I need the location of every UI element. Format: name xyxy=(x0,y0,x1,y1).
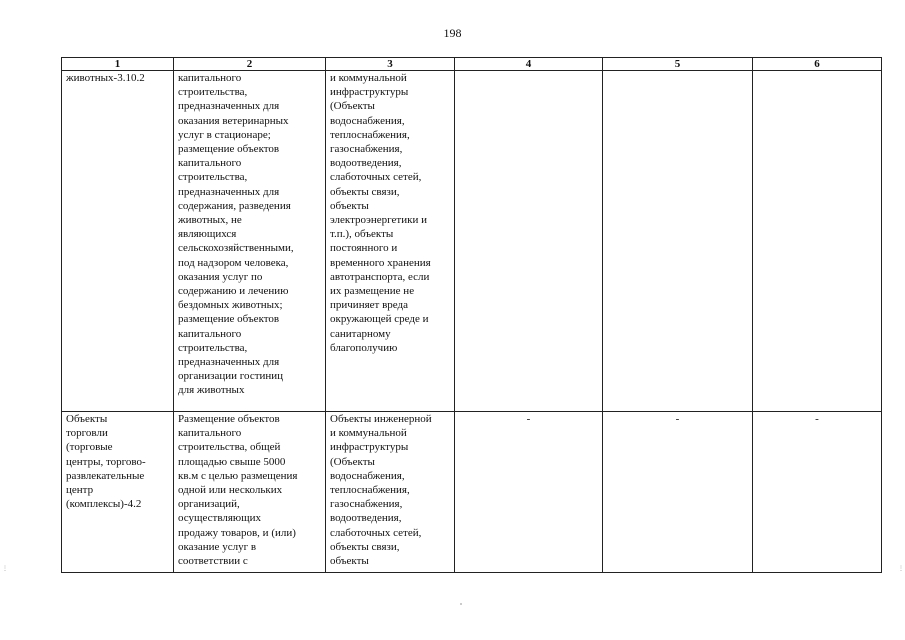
cell-text-line: бездомных животных; xyxy=(178,299,283,312)
header-col-2: 2 xyxy=(174,58,326,71)
cell-use-type xyxy=(62,412,174,573)
cell-col-6: - xyxy=(753,412,882,573)
table-header-row xyxy=(62,58,882,71)
header-col-5: 5 xyxy=(603,58,753,71)
cell-col-4: - xyxy=(455,412,603,573)
scan-dot xyxy=(460,603,462,605)
cell-text-line: теплоснабжения, xyxy=(330,128,410,141)
cell-text-line: кв.м с целью размещения xyxy=(178,469,298,482)
page-number: 198 xyxy=(443,26,462,40)
cell-text-line: центр xyxy=(66,484,94,497)
cell-text-line: развлекательные xyxy=(66,469,145,482)
cell-text-line: являющихся xyxy=(178,228,237,241)
cell-text-line: водоснабжения, xyxy=(330,114,405,127)
cell-text-line: содержания, разведения xyxy=(178,199,291,212)
cell-text-line: водоотведения, xyxy=(330,157,402,170)
cell-col-6 xyxy=(753,71,882,412)
cell-text-line: инфраструктуры xyxy=(330,441,409,454)
cell-text-line: слаботочных сетей, xyxy=(330,171,422,184)
header-col-3: 3 xyxy=(326,58,455,71)
cell-text-line: животных-3.10.2 xyxy=(66,72,145,84)
cell-col-5 xyxy=(603,71,753,412)
cell-auxiliary-use xyxy=(326,412,455,573)
cell-text-line: торговли xyxy=(66,427,108,440)
cell-text-line: (Объекты xyxy=(330,100,375,113)
cell-text-line: предназначенных для xyxy=(178,100,280,113)
cell-text-line: строительства, общей xyxy=(178,441,281,454)
cell-text-line: (торговые xyxy=(66,441,113,454)
cell-text-line: площадью свыше 5000 xyxy=(178,455,286,468)
cell-text-line: осуществляющих xyxy=(178,512,261,525)
cell-text-line: строительства, xyxy=(178,86,248,99)
cell-description xyxy=(174,412,326,573)
cell-text-line: сельскохозяйственными, xyxy=(178,242,294,255)
cell-text-line: оказания услуг по xyxy=(178,270,263,283)
table-row xyxy=(62,412,882,573)
cell-use-type xyxy=(62,71,174,412)
cell-text-line: объекты xyxy=(330,199,369,212)
cell-auxiliary-use xyxy=(326,71,455,412)
cell-text-line: санитарному xyxy=(330,327,391,340)
scan-edge-mark-left: ⋮ xyxy=(2,566,8,572)
cell-text-line: объекты xyxy=(330,555,369,568)
cell-text-line: (комплексы)-4.2 xyxy=(66,498,142,511)
cell-text-line: объекты связи, xyxy=(330,185,400,198)
cell-text-line: продажу товаров, и (или) xyxy=(178,526,296,539)
cell-text-line: организаций, xyxy=(178,498,240,511)
cell-text-line: Объекты инженерной xyxy=(330,413,432,425)
cell-text-line: одной или нескольких xyxy=(178,484,283,497)
cell-text-line: их размещение не xyxy=(330,285,415,298)
cell-text-line: оказание услуг в xyxy=(178,540,257,553)
cell-text-line: газоснабжения, xyxy=(330,143,403,156)
cell-text-line: инфраструктуры xyxy=(330,86,409,99)
cell-text-line: капитального xyxy=(178,427,242,440)
cell-text-line: (Объекты xyxy=(330,455,375,468)
cell-text-line: соответствии с xyxy=(178,555,248,568)
cell-text-line: строительства, xyxy=(178,341,248,354)
cell-text-line: теплоснабжения, xyxy=(330,484,410,497)
cell-text-line: услуг в стационаре; xyxy=(178,128,271,141)
cell-text-line: причиняет вреда xyxy=(330,299,408,312)
scan-edge-mark-right: ⋮ xyxy=(898,566,904,572)
cell-col-5: - xyxy=(603,412,753,573)
cell-text-line: газоснабжения, xyxy=(330,498,403,511)
header-col-4: 4 xyxy=(455,58,603,71)
cell-text-line: окружающей среде и xyxy=(330,313,429,326)
cell-text-line: размещение объектов xyxy=(178,143,280,156)
cell-text-line: водоснабжения, xyxy=(330,469,405,482)
cell-text-line: и коммунальной xyxy=(330,427,407,440)
cell-text-line: электроэнергетики и xyxy=(330,214,427,227)
cell-text-line: центры, торгово- xyxy=(66,455,146,468)
cell-text-line: строительства, xyxy=(178,171,248,184)
cell-text-line: временного хранения xyxy=(330,256,431,269)
cell-text-line: предназначенных для xyxy=(178,185,280,198)
cell-text-line: т.п.), объекты xyxy=(330,228,394,241)
cell-text-line: животных, не xyxy=(178,214,242,227)
cell-text-line: для животных xyxy=(178,384,245,397)
cell-text-line: под надзором человека, xyxy=(178,256,289,269)
cell-text-line: и коммунальной xyxy=(330,72,407,84)
cell-col-4 xyxy=(455,71,603,412)
cell-text-line: слаботочных сетей, xyxy=(330,526,422,539)
regulations-table xyxy=(61,57,882,573)
cell-text-line: содержанию и лечению xyxy=(178,285,289,298)
cell-text-line: Размещение объектов xyxy=(178,413,280,425)
cell-text-line: благополучию xyxy=(330,341,398,354)
cell-text-line: капитального xyxy=(178,72,242,84)
cell-text-line: предназначенных для xyxy=(178,356,280,369)
cell-text-line: размещение объектов xyxy=(178,313,280,326)
cell-text-line: капитального xyxy=(178,327,242,340)
cell-text-line: организации гостиниц xyxy=(178,370,284,383)
cell-description xyxy=(174,71,326,412)
cell-text-line: автотранспорта, если xyxy=(330,270,430,283)
table-row xyxy=(62,71,882,412)
cell-text-line: водоотведения, xyxy=(330,512,402,525)
cell-text-line: объекты связи, xyxy=(330,540,400,553)
header-col-1: 1 xyxy=(62,58,174,71)
cell-text-line: постоянного и xyxy=(330,242,398,255)
cell-text-line: Объекты xyxy=(66,413,108,425)
cell-text-line: капитального xyxy=(178,157,242,170)
header-col-6: 6 xyxy=(753,58,882,71)
cell-text-line: оказания ветеринарных xyxy=(178,114,289,127)
